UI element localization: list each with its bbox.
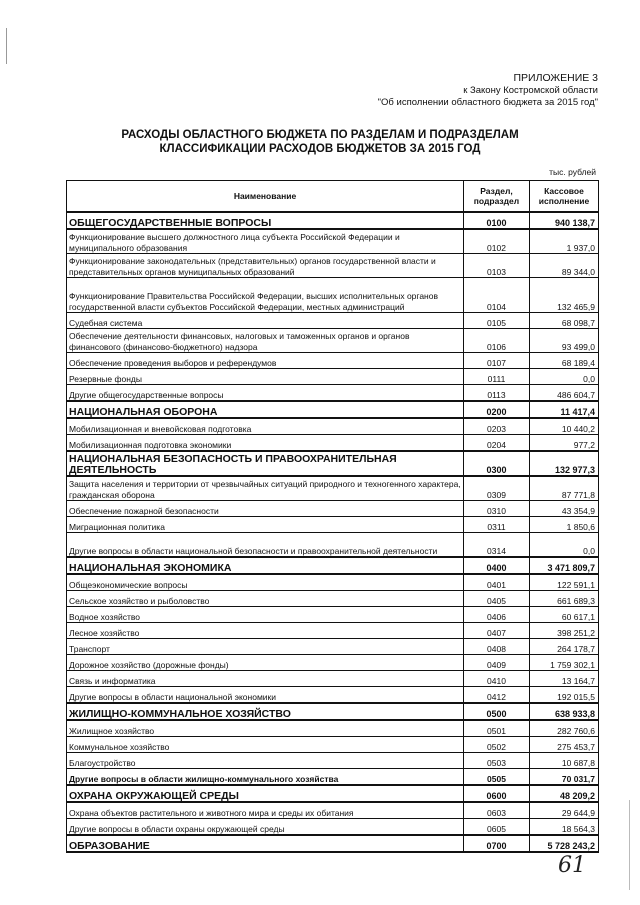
row-name-cell: ОХРАНА ОКРУЖАЮЩЕЙ СРЕДЫ (67, 785, 464, 802)
row-amount-cell: 122 591,1 (530, 574, 599, 591)
row-amount-cell: 5 728 243,2 (530, 835, 599, 852)
row-amount-cell: 60 617,1 (530, 607, 599, 623)
table-row (67, 769, 599, 786)
row-name-cell: Функционирование Правительства Российской Федерации, высших исполнительных органов государственной власти субъектов Российской Федерации, местных администраций (67, 278, 464, 313)
row-code-cell: 0105 (464, 313, 530, 329)
row-amount-cell: 87 771,8 (530, 476, 599, 501)
row-name-cell: Обеспечение пожарной безопасности (67, 501, 464, 517)
table-row (67, 671, 599, 687)
table-row (67, 229, 599, 254)
row-name-cell: Связь и информатика (67, 671, 464, 687)
row-code-cell: 0405 (464, 591, 530, 607)
row-name-cell: Резервные фонды (67, 369, 464, 385)
row-amount-cell: 638 933,8 (530, 703, 599, 720)
row-amount-cell: 977,2 (530, 435, 599, 452)
law-subject: "Об исполнении областного бюджета за 2015 год" (377, 97, 598, 108)
row-code-cell: 0310 (464, 501, 530, 517)
row-name-cell: Обеспечение проведения выборов и референдумов (67, 353, 464, 369)
row-code-cell: 0111 (464, 369, 530, 385)
row-amount-cell: 10 440,2 (530, 418, 599, 435)
row-name-cell: Обеспечение деятельности финансовых, налоговых и таможенных органов и органов финансового (финансово-бюджетного) надзора (67, 329, 464, 353)
section-row (67, 557, 599, 574)
section-row (67, 401, 599, 418)
section-row (67, 703, 599, 720)
row-amount-cell: 0,0 (530, 533, 599, 558)
title-line-1: РАСХОДЫ ОБЛАСТНОГО БЮДЖЕТА ПО РАЗДЕЛАМ И ПОДРАЗДЕЛАМ (121, 129, 519, 141)
row-name-cell: Защита населения и территории от чрезвычайных ситуаций природного и техногенного характера, гражданская оборона (67, 476, 464, 501)
row-amount-cell: 486 604,7 (530, 385, 599, 402)
row-code-cell: 0500 (464, 703, 530, 720)
row-code-cell: 0113 (464, 385, 530, 402)
row-amount-cell: 0,0 (530, 369, 599, 385)
section-row (67, 785, 599, 802)
row-amount-cell: 43 354,9 (530, 501, 599, 517)
table-row (67, 623, 599, 639)
row-code-cell: 0400 (464, 557, 530, 574)
row-name-cell: НАЦИОНАЛЬНАЯ ЭКОНОМИКА (67, 557, 464, 574)
row-name-cell: Общеэкономические вопросы (67, 574, 464, 591)
table-row (67, 254, 599, 278)
row-name-cell: Функционирование высшего должностного лица субъекта Российской Федерации и муниципального образования (67, 229, 464, 254)
document-title (0, 128, 640, 156)
row-name-cell: Дорожное хозяйство (дорожные фонды) (67, 655, 464, 671)
section-row (67, 212, 599, 229)
row-code-cell: 0104 (464, 278, 530, 313)
row-code-cell: 0200 (464, 401, 530, 418)
row-amount-cell: 1 937,0 (530, 229, 599, 254)
row-name-cell: Судебная система (67, 313, 464, 329)
table-row (67, 607, 599, 623)
row-code-cell: 0700 (464, 835, 530, 852)
section-row (67, 451, 599, 476)
row-amount-cell: 275 453,7 (530, 737, 599, 753)
row-code-cell: 0102 (464, 229, 530, 254)
row-name-cell: Водное хозяйство (67, 607, 464, 623)
row-code-cell: 0600 (464, 785, 530, 802)
header-code: Раздел, подраздел (464, 181, 530, 213)
row-amount-cell: 132 465,9 (530, 278, 599, 313)
table-row (67, 313, 599, 329)
row-amount-cell: 1 850,6 (530, 517, 599, 533)
row-name-cell: Сельское хозяйство и рыболовство (67, 591, 464, 607)
row-code-cell: 0311 (464, 517, 530, 533)
row-code-cell: 0314 (464, 533, 530, 558)
table-row (67, 353, 599, 369)
row-code-cell: 0203 (464, 418, 530, 435)
row-amount-cell: 398 251,2 (530, 623, 599, 639)
row-code-cell: 0407 (464, 623, 530, 639)
page-number: 61 (558, 853, 586, 878)
row-code-cell: 0406 (464, 607, 530, 623)
row-amount-cell: 132 977,3 (530, 451, 599, 476)
row-amount-cell: 940 138,7 (530, 212, 599, 229)
row-name-cell: Мобилизационная подготовка экономики (67, 435, 464, 452)
row-name-cell: Жилищное хозяйство (67, 720, 464, 737)
row-code-cell: 0103 (464, 254, 530, 278)
row-amount-cell: 29 644,9 (530, 802, 599, 819)
appendix-header (378, 72, 598, 110)
row-amount-cell: 661 689,3 (530, 591, 599, 607)
row-code-cell: 0409 (464, 655, 530, 671)
row-name-cell: ЖИЛИЩНО-КОММУНАЛЬНОЕ ХОЗЯЙСТВО (67, 703, 464, 720)
table-row (67, 418, 599, 435)
row-code-cell: 0501 (464, 720, 530, 737)
row-name-cell: ОБЩЕГОСУДАРСТВЕННЫЕ ВОПРОСЫ (67, 212, 464, 229)
row-name-cell: НАЦИОНАЛЬНАЯ ОБОРОНА (67, 401, 464, 418)
table-row (67, 802, 599, 819)
row-name-cell: Миграционная политика (67, 517, 464, 533)
row-name-cell: Другие вопросы в области жилищно-коммунального хозяйства (67, 769, 464, 786)
row-amount-cell: 10 687,8 (530, 753, 599, 769)
table-row (67, 385, 599, 402)
section-row (67, 835, 599, 852)
header-name: Наименование (67, 181, 464, 213)
row-name-cell: Другие вопросы в области национальной экономики (67, 687, 464, 704)
row-name-cell: Благоустройство (67, 753, 464, 769)
row-amount-cell: 3 471 809,7 (530, 557, 599, 574)
row-name-cell: ОБРАЗОВАНИЕ (67, 835, 464, 852)
title-line-2: КЛАССИФИКАЦИИ РАСХОДОВ БЮДЖЕТОВ ЗА 2015 ГОД (159, 143, 481, 155)
row-amount-cell: 282 760,6 (530, 720, 599, 737)
table-row (67, 753, 599, 769)
table-header-row (67, 181, 599, 213)
table-row (67, 639, 599, 655)
header-amount: Кассовое исполнение (530, 181, 599, 213)
row-amount-cell: 68 189,4 (530, 353, 599, 369)
row-code-cell: 0106 (464, 329, 530, 353)
table-row (67, 687, 599, 704)
unit-label: тыс. рублей (549, 167, 596, 177)
row-name-cell: Лесное хозяйство (67, 623, 464, 639)
expenditure-table (66, 180, 599, 853)
row-code-cell: 0100 (464, 212, 530, 229)
row-name-cell: Другие вопросы в области национальной безопасности и правоохранительной деятельности (67, 533, 464, 558)
row-code-cell: 0204 (464, 435, 530, 452)
table-row (67, 720, 599, 737)
table-row (67, 501, 599, 517)
table-row (67, 574, 599, 591)
row-amount-cell: 68 098,7 (530, 313, 599, 329)
law-reference: к Закону Костромской области (463, 84, 598, 96)
row-code-cell: 0505 (464, 769, 530, 786)
row-code-cell: 0603 (464, 802, 530, 819)
row-code-cell: 0502 (464, 737, 530, 753)
scan-edge-mark (6, 28, 7, 64)
table-row (67, 476, 599, 501)
table-row (67, 329, 599, 353)
row-code-cell: 0300 (464, 451, 530, 476)
table-row (67, 591, 599, 607)
table-row (67, 737, 599, 753)
row-name-cell: Транспорт (67, 639, 464, 655)
table-row (67, 655, 599, 671)
row-name-cell: Охрана объектов растительного и животного мира и среды их обитания (67, 802, 464, 819)
row-amount-cell: 93 499,0 (530, 329, 599, 353)
row-name-cell: Функционирование законодательных (представительных) органов государственной власти и представительных органов муниципальных образований (67, 254, 464, 278)
row-code-cell: 0503 (464, 753, 530, 769)
row-name-cell: НАЦИОНАЛЬНАЯ БЕЗОПАСНОСТЬ И ПРАВООХРАНИТЕЛЬНАЯ ДЕЯТЕЛЬНОСТЬ (67, 451, 464, 476)
row-amount-cell: 70 031,7 (530, 769, 599, 786)
row-code-cell: 0309 (464, 476, 530, 501)
row-amount-cell: 18 564,3 (530, 819, 599, 836)
row-name-cell: Другие общегосударственные вопросы (67, 385, 464, 402)
row-amount-cell: 11 417,4 (530, 401, 599, 418)
table-row (67, 278, 599, 313)
row-amount-cell: 1 759 302,1 (530, 655, 599, 671)
row-name-cell: Другие вопросы в области охраны окружающей среды (67, 819, 464, 836)
appendix-label: ПРИЛОЖЕНИЕ 3 (513, 72, 598, 84)
table-row (67, 819, 599, 836)
table-row (67, 533, 599, 558)
row-code-cell: 0410 (464, 671, 530, 687)
row-code-cell: 0401 (464, 574, 530, 591)
table-row (67, 517, 599, 533)
row-amount-cell: 264 178,7 (530, 639, 599, 655)
row-amount-cell: 48 209,2 (530, 785, 599, 802)
row-amount-cell: 192 015,5 (530, 687, 599, 704)
scan-edge-mark (629, 800, 630, 890)
row-code-cell: 0412 (464, 687, 530, 704)
table-row (67, 369, 599, 385)
row-code-cell: 0107 (464, 353, 530, 369)
row-code-cell: 0605 (464, 819, 530, 836)
row-name-cell: Мобилизационная и вневойсковая подготовка (67, 418, 464, 435)
row-amount-cell: 89 344,0 (530, 254, 599, 278)
table-row (67, 435, 599, 452)
row-name-cell: Коммунальное хозяйство (67, 737, 464, 753)
row-amount-cell: 13 164,7 (530, 671, 599, 687)
row-code-cell: 0408 (464, 639, 530, 655)
